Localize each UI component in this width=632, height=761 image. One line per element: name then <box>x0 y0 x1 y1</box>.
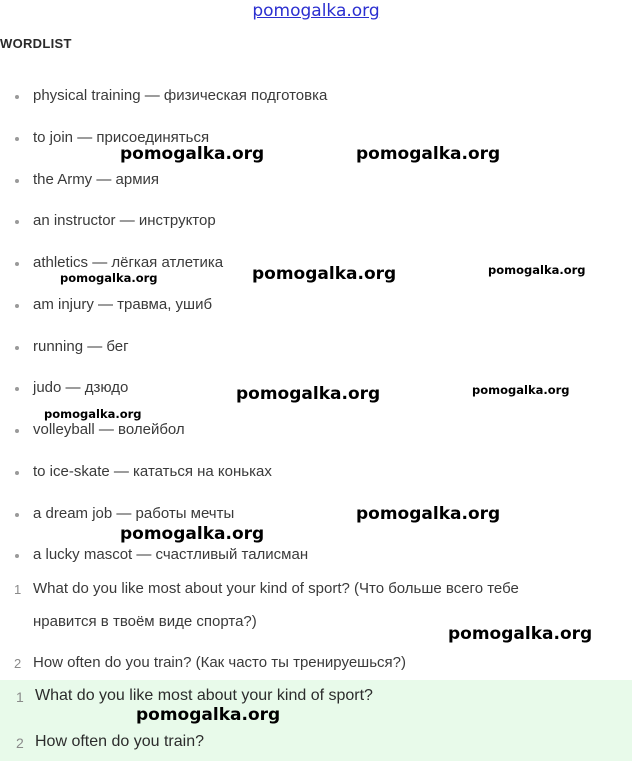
watermark: pomogalka.org <box>136 705 281 725</box>
question-item: 1 What do you like most about your kind of sport? (Что больше всего тебе нравится в твоём виде спорта?) <box>14 580 519 630</box>
question-number: 1 <box>14 582 22 597</box>
answer-number: 2 <box>16 735 24 751</box>
watermark: pomogalka.org <box>472 383 570 397</box>
watermark: pomogalka.org <box>120 144 265 164</box>
watermark: pomogalka.org <box>488 263 586 277</box>
bullet-icon <box>15 387 19 391</box>
bullet-icon <box>15 95 19 99</box>
watermark: pomogalka.org <box>44 407 142 421</box>
answer-number: 1 <box>16 689 24 705</box>
bullet-icon <box>15 220 19 224</box>
site-watermark-link[interactable]: pomogalka.org <box>252 1 380 21</box>
watermark: pomogalka.org <box>356 504 501 524</box>
bullet-icon <box>15 346 19 350</box>
watermark: pomogalka.org <box>60 271 158 285</box>
bullet-icon <box>15 429 19 433</box>
watermark: pomogalka.org <box>356 144 501 164</box>
watermark: pomogalka.org <box>120 524 265 544</box>
bullet-icon <box>15 513 19 517</box>
watermark: pomogalka.org <box>448 624 593 644</box>
question-number: 2 <box>14 656 22 671</box>
bullet-icon <box>15 262 19 266</box>
bullet-icon <box>15 554 19 558</box>
bullet-icon <box>15 179 19 183</box>
watermark: pomogalka.org <box>236 384 381 404</box>
wordlist-heading: WORDLIST <box>0 36 72 51</box>
answers-panel: 1 What do you like most about your kind of sport? 2 How often do you train? <box>0 680 632 761</box>
bullet-icon <box>15 137 19 141</box>
bullet-icon <box>15 471 19 475</box>
bullet-icon <box>15 304 19 308</box>
watermark: pomogalka.org <box>252 264 397 284</box>
